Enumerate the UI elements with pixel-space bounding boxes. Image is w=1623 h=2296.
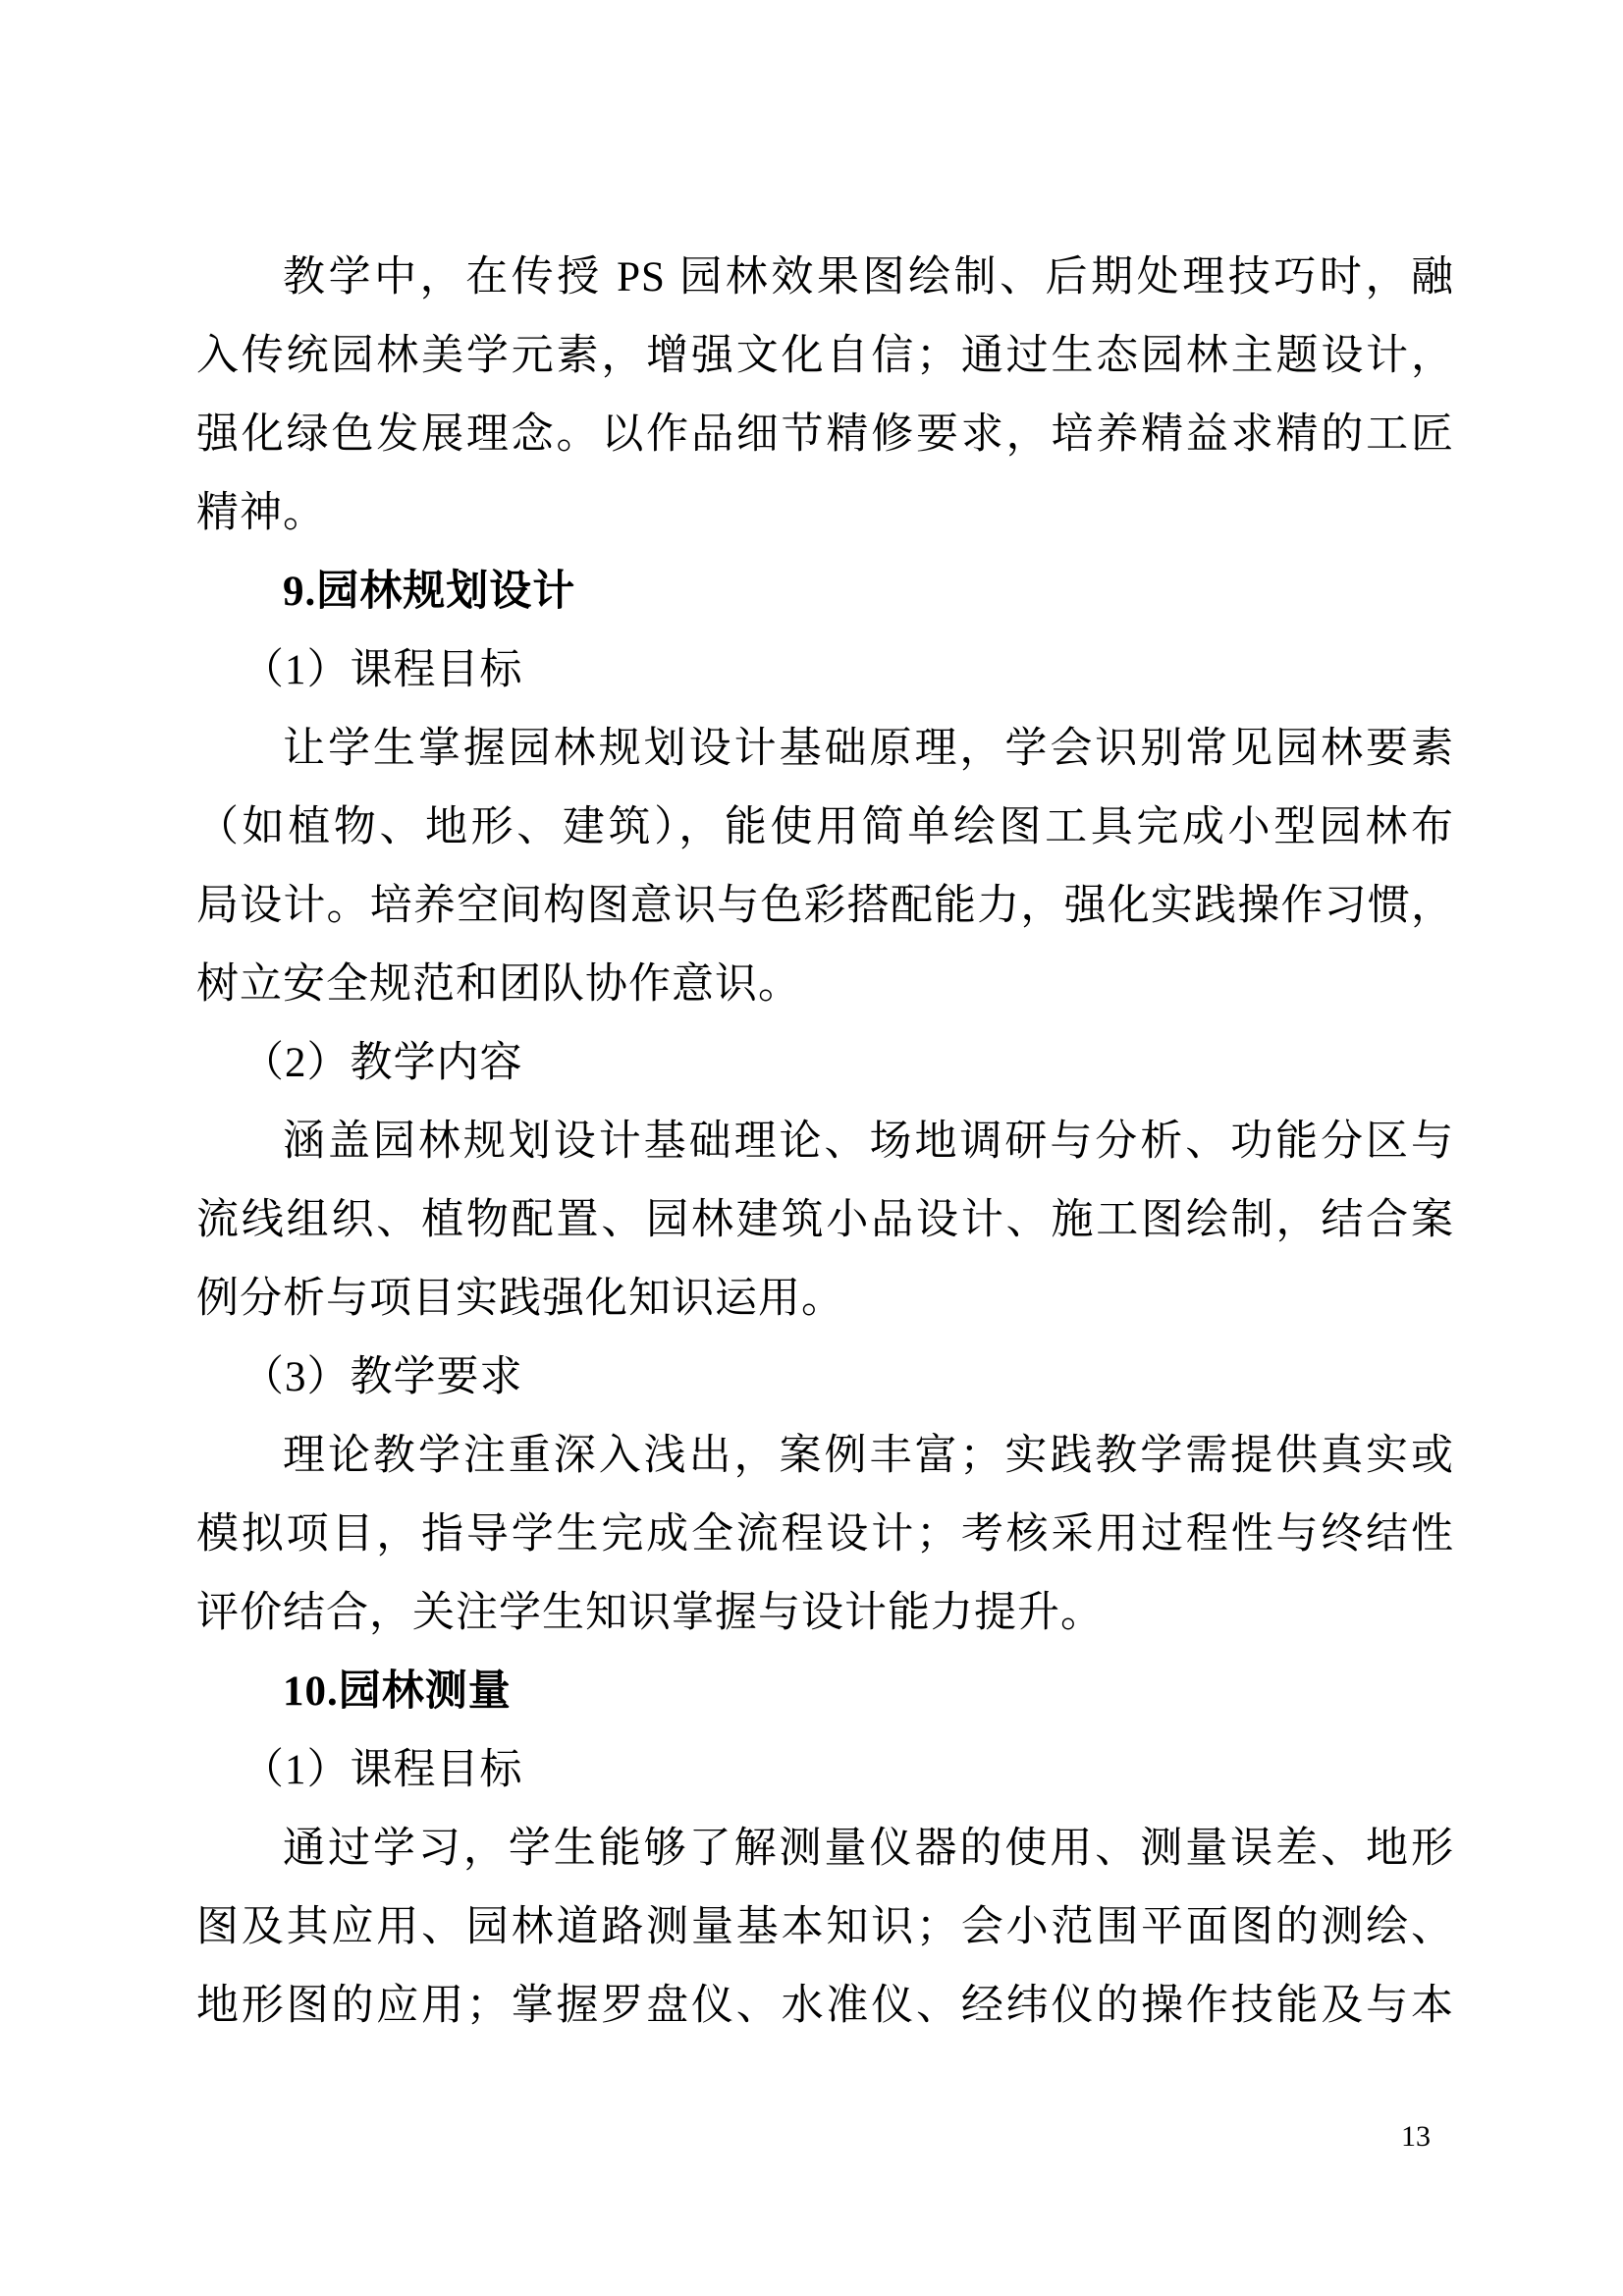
body-line: （如植物、地形、建筑），能使用简单绘图工具完成小型园林布: [196, 804, 1454, 850]
body-line: 局设计。培养空间构图意识与色彩搭配能力，强化实践操作习惯，: [196, 883, 1454, 929]
subsection-heading: （2）教学内容: [242, 1040, 523, 1086]
document-body: [196, 239, 1454, 2046]
body-line: 入传统园林美学元素，增强文化自信；通过生态园林主题设计，: [196, 333, 1454, 379]
subsection-heading: （1）课程目标: [242, 1747, 523, 1793]
body-line: 树立安全规范和团队协作意识。: [196, 961, 801, 1008]
body-line: 图及其应用、园林道路测量基本知识；会小范围平面图的测绘、: [196, 1904, 1454, 1950]
body-line: 精神。: [196, 490, 326, 536]
section-heading-9: 9.园林规划设计: [283, 569, 576, 615]
body-line: 地形图的应用；掌握罗盘仪、水准仪、经纬仪的操作技能及与本: [196, 1983, 1454, 2029]
subsection-heading: （3）教学要求: [242, 1354, 523, 1400]
body-line: 理论教学注重深入浅出，案例丰富；实践教学需提供真实或: [283, 1433, 1454, 1479]
page-number: 13: [1401, 2120, 1431, 2153]
body-line: 评价结合，关注学生知识掌握与设计能力提升。: [196, 1590, 1104, 1636]
body-line: 流线组织、植物配置、园林建筑小品设计、施工图绘制，结合案: [196, 1197, 1454, 1243]
body-line: 例分析与项目实践强化知识运用。: [196, 1276, 844, 1322]
body-line: 强化绿色发展理念。以作品细节精修要求，培养精益求精的工匠: [196, 411, 1454, 458]
body-line: 模拟项目，指导学生完成全流程设计；考核采用过程性与终结性: [196, 1511, 1454, 1558]
body-line: 教学中，在传授 PS 园林效果图绘制、后期处理技巧时，融: [283, 254, 1454, 301]
body-line: 通过学习，学生能够了解测量仪器的使用、测量误差、地形: [283, 1826, 1454, 1872]
section-heading-10: 10.园林测量: [283, 1668, 512, 1715]
body-line: 让学生掌握园林规划设计基础原理，学会识别常见园林要素: [283, 726, 1454, 772]
subsection-heading: （1）课程目标: [242, 647, 523, 693]
body-line: 涵盖园林规划设计基础理论、场地调研与分析、功能分区与: [283, 1119, 1454, 1165]
